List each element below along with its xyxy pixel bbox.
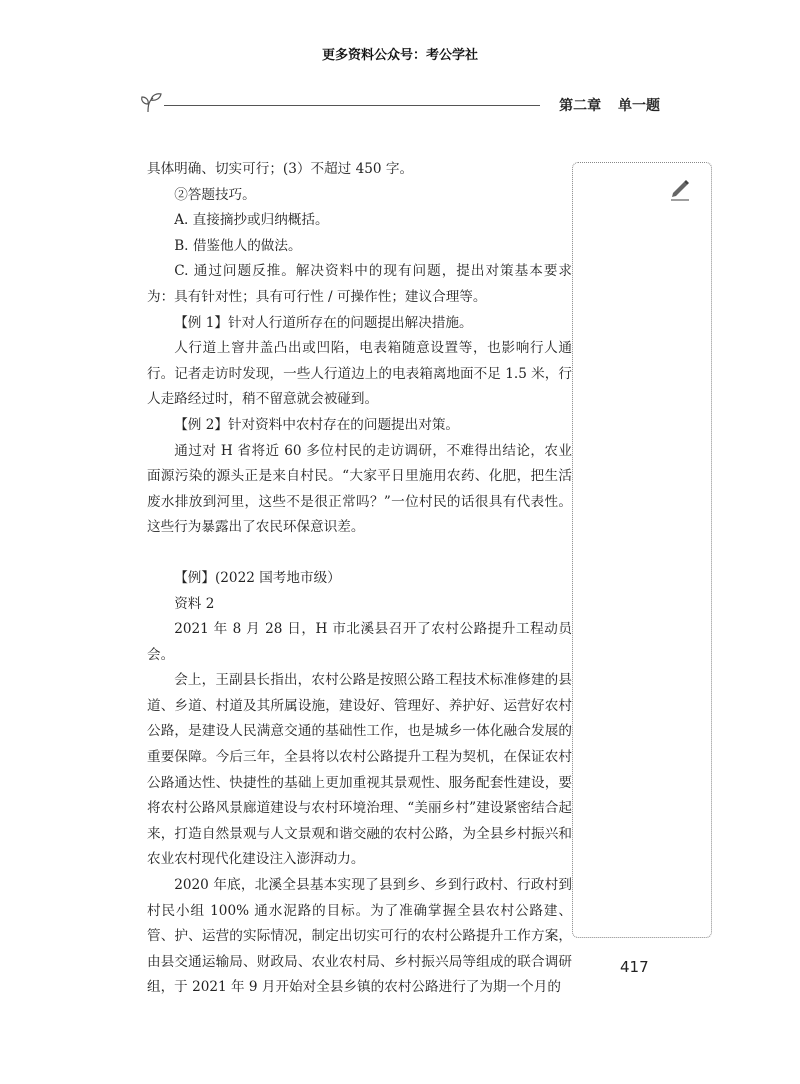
example-heading: 【例 2】针对资料中农村存在的问题提出对策。: [174, 416, 460, 433]
paragraph: B. 借鉴他人的做法。: [174, 237, 302, 254]
note-box: [572, 162, 712, 938]
page-number: 417: [620, 958, 649, 976]
paragraph: A. 直接摘抄或归纳概括。: [174, 212, 329, 229]
paragraph: 具体明确、切实可行；(3）不超过 450 字。: [147, 161, 414, 177]
paragraph: 2020 年底，北溪全县基本实现了县到乡、乡到行政村、行政村到村民小组 100% 通水泥路的目标。为了准确掌握全县农村公路建、管、护、运营的实际情况，制定出切实可行的农村公路提升工作方案，由县交通运输局、财政局、农业农村局、乡村振兴局等组成的联合调研组，于 2021 年 9 月开始对全县乡镇的农村公路进行了为期一个月的: [147, 877, 572, 996]
paragraph: 2021 年 8 月 28 日，H 市北溪县召开了农村公路提升工程动员会。: [147, 621, 572, 663]
chapter-title: 第二章 单一题: [559, 98, 660, 114]
example-heading: 【例】(2022 国考地市级）: [174, 569, 341, 586]
pencil-icon: [669, 177, 691, 201]
header-rule: [164, 105, 540, 106]
material-heading: 资料 2: [174, 595, 215, 612]
body-text: [147, 157, 572, 1001]
top-banner: 更多资料公众号：考公学社: [321, 48, 478, 63]
paragraph: 通过对 H 省将近 60 多位村民的走访调研，不难得出结论，农业面源污染的源头正是来自村民。“大家平日里施用农药、化肥，把生活废水排放到河里，这些不是很正常吗？”一位村民的话很具有代表性。这些行为暴露出了农民环保意识差。: [147, 442, 572, 536]
paragraph: 会上，王副县长指出，农村公路是按照公路工程技术标准修建的县道、乡道、村道及其所属设施，建设好、管理好、养护好、运营好农村公路，是建设人民满意交通的基础性工作，也是城乡一体化融合发展的重要保障。今后三年，全县将以农村公路提升工程为契机，在保证农村公路通达性、快捷性的基础上更加重视其景观性、服务配套性建设，要将农村公路风景廊道建设与农村环境治理、“美丽乡村”建设紧密结合起来，打造自然景观与人文景观和谐交融的农村公路，为全县乡村振兴和农业农村现代化建设注入澎湃动力。: [147, 672, 572, 868]
paragraph: C. 通过问题反推。解决资料中的现有问题，提出对策基本要求为：具有针对性；具有可行性 / 可操作性；建议合理等。: [147, 263, 572, 305]
paragraph: ②答题技巧。: [174, 186, 256, 203]
example-heading: 【例 1】针对人行道所存在的问题提出解决措施。: [174, 314, 473, 331]
sprout-icon: [140, 92, 166, 114]
paragraph: 人行道上窨井盖凸出或凹陷，电表箱随意设置等，也影响行人通行。记者走访时发现，一些人行道边上的电表箱离地面不足 1.5 米，行人走路经过时，稍不留意就会被碰到。: [147, 340, 572, 408]
chapter-header: [140, 92, 660, 116]
